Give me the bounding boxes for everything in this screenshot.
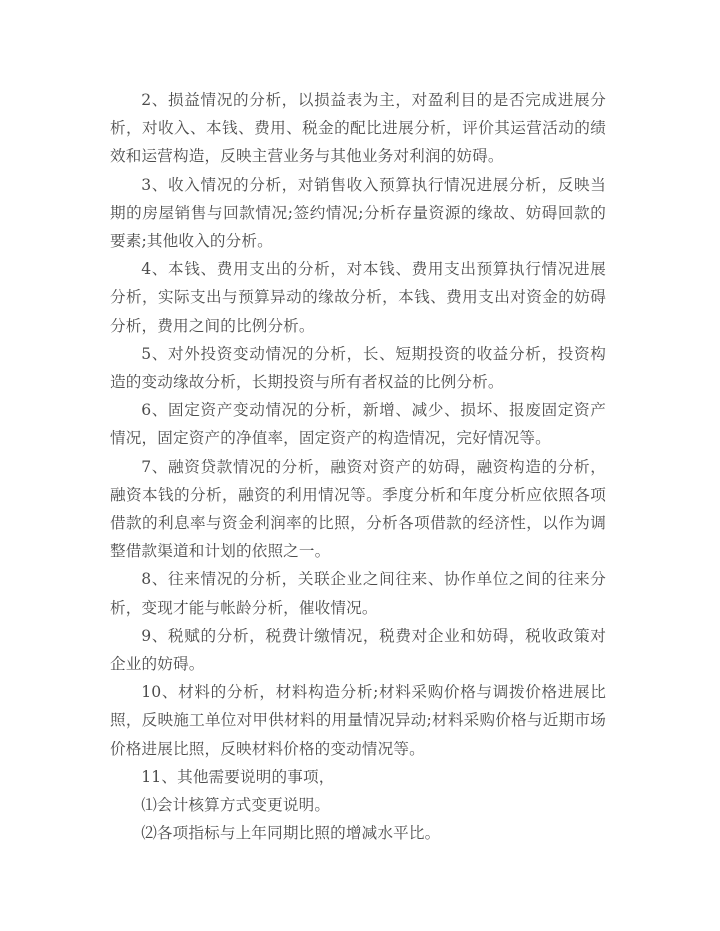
paragraph-item-9: 9、税赋的分析，税费计缴情况，税费对企业和妨碍，税收政策对企业的妨碍。 — [110, 626, 606, 674]
paragraph-item-6: 6、固定资产变动情况的分析，新增、减少、损坏、报废固定资产情况，固定资产的净值率，固定资产的构造情况，完好情况等。 — [110, 401, 606, 448]
paragraph-item-5: 5、对外投资变动情况的分析，长、短期投资的收益分析，投资构造的变动缘故分析，长期投资与所有者权益的比例分析。 — [110, 344, 606, 392]
paragraph-item-3: 3、收入情况的分析，对销售收入预算执行情况进展分析，反映当期的房屋销售与回款情况;签约情况;分析存量资源的缘故、妨碍回款的要素;其他收入的分析。 — [110, 175, 606, 251]
document-body — [110, 86, 606, 847]
paragraph-item-4: 4、本钱、费用支出的分析，对本钱、费用支出预算执行情况进展分析，实际支出与预算异动的缘故分析，本钱、费用支出对资金的妨碍分析，费用之间的比例分析。 — [110, 260, 606, 335]
paragraph-item-11: 11、其他需要说明的事项， — [141, 767, 335, 786]
paragraph-item-8: 8、往来情况的分析，关联企业之间往来、协作单位之间的往来分析，变现才能与帐龄分析，催收情况。 — [110, 570, 606, 617]
paragraph-item-7: 7、融资贷款情况的分析，融资对资产的妨碍，融资构造的分析，融资本钱的分析，融资的利用情况等。季度分析和年度分析应依照各项借款的利息率与资金利润率的比照，分析各项借款的经济性，以作为调整借款渠道和计划的依照之一。 — [110, 457, 606, 561]
paragraph-item-11-sub-2: ⑵各项指标与上年同期比照的增减水平比。 — [141, 824, 441, 843]
paragraph-item-10: 10、材料的分析，材料构造分析;材料采购价格与调拨价格进展比照，反映施工单位对甲供材料的用量情况异动;材料采购价格与近期市场价格进展比照，反映材料价格的变动情况等。 — [110, 683, 606, 758]
paragraph-item-2: 2、损益情况的分析，以损益表为主，对盈利目的是否完成进展分析，对收入、本钱、费用、税金的配比进展分析，评价其运营活动的绩效和运营构造，反映主营业务与其他业务对利润的妨碍。 — [110, 91, 606, 166]
paragraph-item-11-sub-1: ⑴会计核算方式变更说明。 — [141, 796, 331, 815]
